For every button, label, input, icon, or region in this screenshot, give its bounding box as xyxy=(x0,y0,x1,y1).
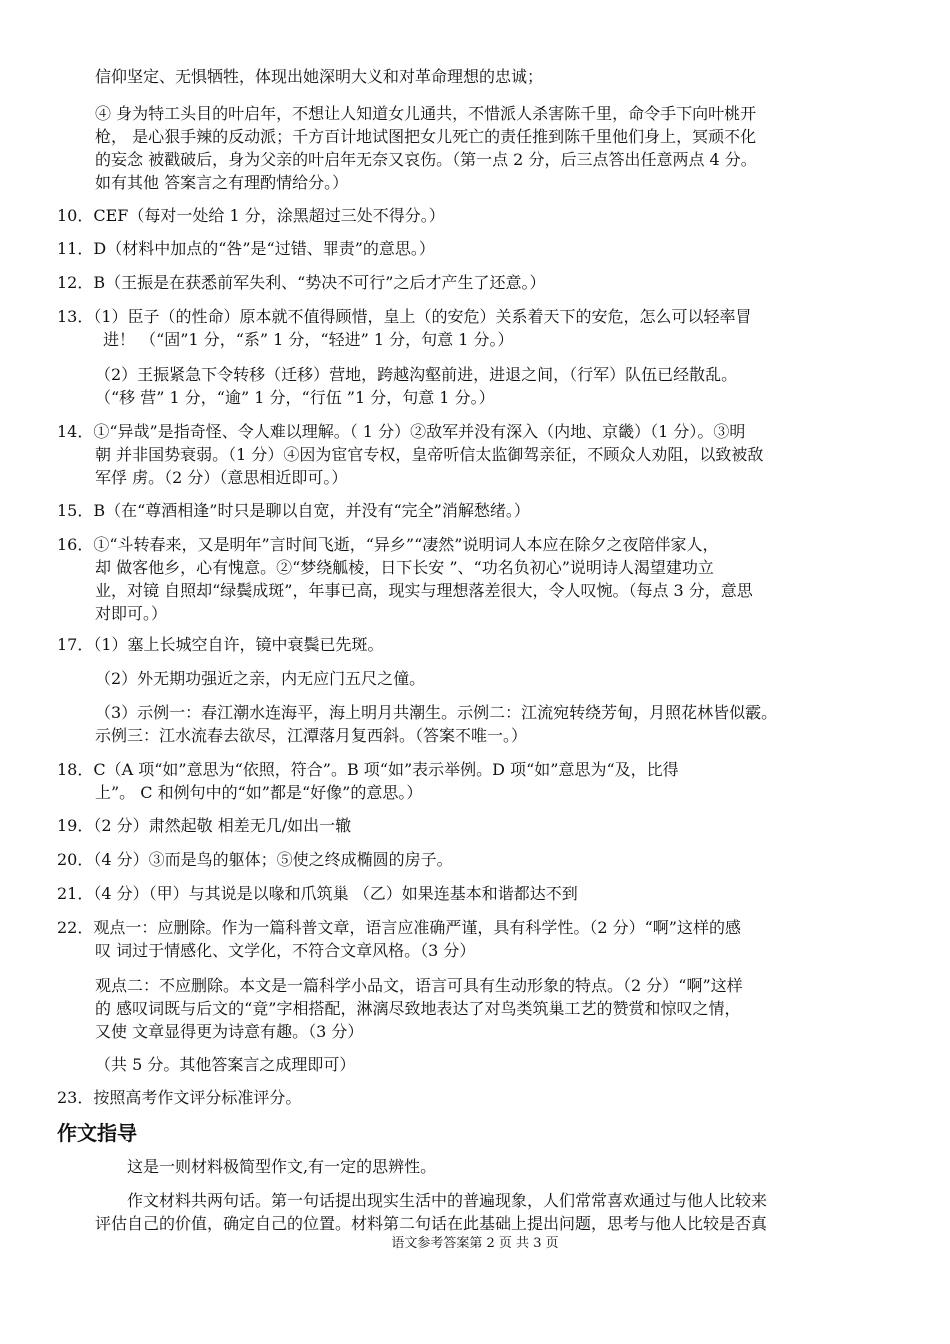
answer-q16-line1: 16．①“斗转春来，又是明年”言时间飞逝，“异乡”“凄然”说明词人本应在除夕之夜陪伴家人， xyxy=(57,535,719,554)
answer-q22-line6: （共 5 分。其他答案言之成理即可） xyxy=(95,1055,356,1074)
answer-q19: 19．（2 分）肃然起敬 相差无几/如出一辙 xyxy=(57,816,352,835)
q9-point4-line2: 枪， 是心狠手辣的反动派；千方百计地试图把女儿死亡的责任推到陈千里他们身上，冥顽不化 xyxy=(95,127,757,146)
answer-q17-line1: 17．（1）塞上长城空自许，镜中衰鬓已先斑。 xyxy=(57,635,384,654)
answer-q23: 23．按照高考作文评分标准评分。 xyxy=(57,1088,302,1107)
answer-q10: 10．CEF（每对一处给 1 分，涂黑超过三处不得分。） xyxy=(57,206,445,225)
answer-q13-line3: （2）王振紧急下令转移（迁移）营地，跨越沟壑前进，进退之间，（行军）队伍已经散乱。 xyxy=(95,365,738,384)
q9-continuation: 信仰坚定、无惧牺牲，体现出她深明大义和对革命理想的忠诚； xyxy=(95,67,544,86)
answer-q13-line4: （“移 营” 1 分，“逾” 1 分，“行伍 ”1 分，句意 1 分。） xyxy=(95,388,495,407)
answer-q16-line2: 却 做客他乡，心有愧意。②“梦绕觚棱，日下长安 ”、“功名负初心”说明诗人渴望建功立 xyxy=(95,558,714,577)
answer-q22-line4: 的 感叹词既与后文的“竟”字相搭配，淋漓尽致地表达了对鸟类筑巢工艺的赞赏和惊叹之情， xyxy=(95,999,741,1018)
answer-q21: 21．（4 分）（甲）与其说是以喙和爪筑巢 （乙）如果连基本和谐都达不到 xyxy=(57,884,578,903)
answer-q17-line4: 示例三：江水流春去欲尽，江潭落月复西斜。（答案不唯一。） xyxy=(95,726,528,745)
answer-q13-line2: 进！ （“固”1 分，“系” 1 分，“轻进” 1 分，句意 1 分。） xyxy=(103,330,514,349)
answer-q12: 12．B（王振是在获悉前军失利、“势决不可行”之后才产生了还意。） xyxy=(57,273,546,292)
answer-q17-line3: （3）示例一：春江潮水连海平，海上明月共潮生。示例二：江流宛转绕芳甸，月照花林皆似霰。 xyxy=(95,703,778,722)
answer-q14-line3: 军俘 虏。（2 分）（意思相近即可。） xyxy=(95,468,348,487)
answer-q17-line2: （2）外无期功强近之亲，内无应门五尺之僮。 xyxy=(95,669,426,688)
answer-q18-line2: 上”。 C 和例句中的“如”都是“好像”的意思。） xyxy=(95,783,423,802)
page-footer: 语文参考答案第 2 页 共 3 页 xyxy=(391,1236,559,1251)
answer-q20: 20．（4 分）③而是鸟的躯体；⑤使之终成椭圆的房子。 xyxy=(57,850,453,869)
answer-q22-line2: 叹 词过于情感化、文学化，不符合文章风格。（3 分） xyxy=(95,941,476,960)
answer-q16-line4: 对即可。） xyxy=(95,604,168,623)
answer-q14-line1: 14．①“异哉”是指奇怪、令人难以理解。（ 1 分）②敌军并没有深入（内地、京畿）（1 分）。③明 xyxy=(57,422,746,441)
q9-point4-line3: 的妄念 被戳破后，身为父亲的叶启年无奈又哀伤。（第一点 2 分，后三点答出任意两点 4 分。 xyxy=(95,150,757,169)
answer-q22-line5: 又使 文章显得更为诗意有趣。（3 分） xyxy=(95,1022,364,1041)
answer-q22-line3: 观点二：不应删除。本文是一篇科学小品文，语言可具有生动形象的特点。（2 分）“啊”这样 xyxy=(95,976,743,995)
answer-q14-line2: 朝 并非国势衰弱。（1 分）④因为宦官专权，皇帝听信太监御驾亲征，不顾众人劝阻，以致被敌 xyxy=(95,445,764,464)
essay-guide-paragraph2-line2: 评估自己的价值，确定自己的位置。材料第二句话在此基础上提出问题，思考与他人比较是否真 xyxy=(95,1214,768,1233)
answer-q22-line1: 22．观点一：应删除。作为一篇科普文章，语言应准确严谨，具有科学性。（2 分）“啊”这样的感 xyxy=(57,918,741,937)
answer-q16-line3: 业，对镜 自照却“绿鬓成斑”，年事已高，现实与理想落差很大，令人叹惋。（每点 3 分，意思 xyxy=(95,581,753,600)
essay-guide-heading: 作文指导 xyxy=(57,1121,137,1145)
answer-q18-line1: 18．C（A 项“如”意思为“依照，符合”。B 项“如”表示举例。D 项“如”意思为“及，比得 xyxy=(57,760,679,779)
q9-point4-line1: ④ 身为特工头目的叶启年，不想让人知道女儿通共，不惜派人杀害陈千里，命令手下向叶桃开 xyxy=(95,104,757,123)
essay-guide-paragraph1: 这是一则材料极简型作文,有一定的思辨性。 xyxy=(127,1157,437,1176)
answer-q13-line1: 13．（1）臣子（的性命）原本就不值得顾惜，皇上（的安危）关系着天下的安危，怎么可以轻率冒 xyxy=(57,307,752,326)
answer-q11: 11．D（材料中加点的“咎”是“过错、罪责”的意思。） xyxy=(57,239,435,258)
q9-point4-line4: 如有其他 答案言之有理酌情给分。） xyxy=(95,173,349,192)
answer-q15: 15．B（在“尊酒相逢”时只是聊以自宽，并没有“完全”消解愁绪。） xyxy=(57,501,530,520)
essay-guide-paragraph2-line1: 作文材料共两句话。第一句话提出现实生活中的普遍现象，人们常常喜欢通过与他人比较来 xyxy=(127,1191,768,1210)
